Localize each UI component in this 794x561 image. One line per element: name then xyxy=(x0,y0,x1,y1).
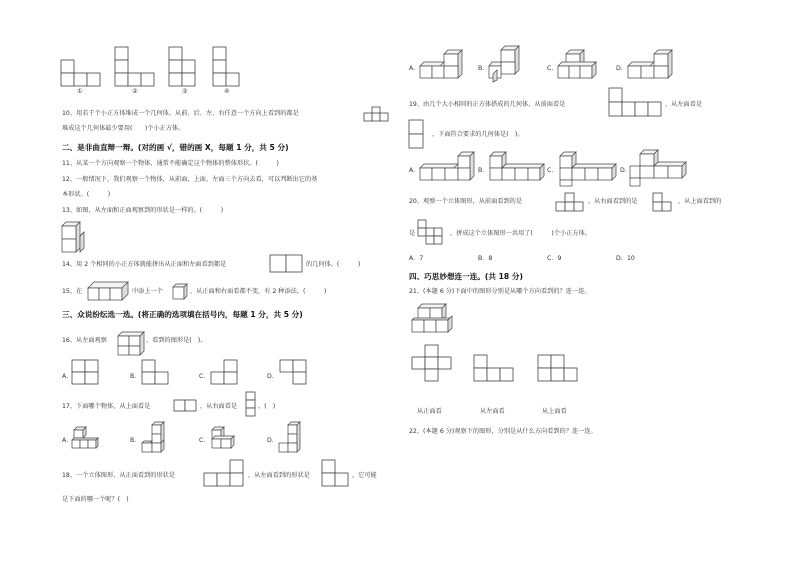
q16-opt-c-figure[interactable] xyxy=(211,360,241,386)
q19-opt-c-label[interactable]: C. xyxy=(547,167,554,174)
q19-text-c: ，下面符合要求的几何体是( )。 xyxy=(432,131,524,138)
section-3-title: 三、众说纷纭选一选。(将正确的选项填在括号内，每题 1 分，共 5 分) xyxy=(62,310,303,319)
q19-opt-a-figure[interactable] xyxy=(418,150,478,186)
q20-text-b: ，从右面看到的是 xyxy=(588,198,638,205)
q9-label-2: ② xyxy=(132,88,138,95)
q18-opt-b-label[interactable]: B. xyxy=(478,65,485,72)
q20-text-d: 是 xyxy=(409,230,416,237)
q18-text-b: ，从左面看到的形状是 xyxy=(248,472,310,479)
q19-opt-b-label[interactable]: B. xyxy=(478,167,485,174)
q20-opt-a[interactable]: A．7 xyxy=(409,255,424,262)
q10-view-figure xyxy=(364,107,390,121)
q19-opt-d-label[interactable]: D. xyxy=(620,167,627,174)
q18-opt-c-label[interactable]: C. xyxy=(547,65,554,72)
q15-text-b: 中添上一个 xyxy=(132,288,163,295)
q12-line1: 12、一般情况下，我们观察一个物体，从前面、上面、左面三个方向去看，可以判断出它的基 xyxy=(62,176,318,183)
q18-opt-b-figure[interactable] xyxy=(487,44,527,84)
q17-opt-c-label[interactable]: C. xyxy=(199,437,206,444)
q20-opt-d[interactable]: D．10 xyxy=(616,255,635,262)
q18-front-view-figure xyxy=(204,460,248,488)
q16-opt-b-label[interactable]: B. xyxy=(130,373,137,380)
q15-text-a: 15、在 xyxy=(62,288,83,295)
q20-right-view-figure xyxy=(653,193,677,213)
q21-view-shape-3[interactable] xyxy=(538,354,582,384)
q14-text-a: 14、用 2 个相同的小正方体就能拼出从正面和左面看到都是 xyxy=(62,261,227,268)
q20-opt-b[interactable]: B．8 xyxy=(478,255,493,262)
q16-opt-d-label[interactable]: D. xyxy=(267,373,274,380)
q16-opt-b-figure[interactable] xyxy=(142,360,172,386)
q17-opt-b-figure[interactable] xyxy=(140,422,172,456)
q18-opt-a-figure[interactable] xyxy=(418,46,468,82)
q19-text-a: 19、由几个大小相同的正方体搭成的几何体，从前面看是 xyxy=(409,101,566,108)
q20-top-view-figure xyxy=(418,220,448,248)
q16-text-a: 16、从左面观察 xyxy=(62,337,107,344)
q16-text-b: ，看到的图形是( )。 xyxy=(146,337,207,344)
q19-opt-c-figure[interactable] xyxy=(558,150,620,188)
q18-text-c: ，它可能 xyxy=(352,472,377,479)
q19-left-view-figure xyxy=(409,120,429,152)
q17-opt-c-figure[interactable] xyxy=(208,424,240,456)
q13-text: 13、如图，从左面和正面观察到的形状是一样的。( ) xyxy=(62,207,224,214)
q11-text: 11、从某一个方向观察一个物体，通常不能确定这个物体的整体形状。( ) xyxy=(62,160,279,167)
q9-label-3: ③ xyxy=(182,88,188,95)
q18-opt-d-figure[interactable] xyxy=(626,46,676,82)
q21-view-shape-2[interactable] xyxy=(474,354,518,384)
q20-text-a: 20、观察一个立体图形，从前面看到的是 xyxy=(409,198,523,205)
q15-cube-row-figure xyxy=(86,280,132,304)
q19-front-view-figure xyxy=(609,88,665,120)
q17-opt-a-figure[interactable] xyxy=(70,424,102,456)
q9-label-1: ① xyxy=(77,88,83,95)
q17-opt-a-label[interactable]: A. xyxy=(62,437,69,444)
q18-opt-a-label[interactable]: A. xyxy=(409,65,416,72)
q17-text-c: 。( ) xyxy=(258,403,276,410)
q14-view-figure xyxy=(270,255,304,273)
q15-text-c: ，从正面和右面看都不变，有 2 种添法。( ) xyxy=(190,288,327,295)
q13-cube-figure xyxy=(60,220,100,252)
q18-opt-d-label[interactable]: D. xyxy=(616,65,623,72)
q9-label-4: ④ xyxy=(224,88,230,95)
q10-line2: 堆成这个几何体最少要用( )个小正方体。 xyxy=(62,125,185,132)
q14-text-b: 的几何体。( ) xyxy=(306,261,361,268)
q10-line1: 10、用若干个小正方体堆成一个几何体，从前、后、左、右任意一个方向上看到的都是 xyxy=(62,110,299,117)
q21-label-top[interactable]: 从上面看 xyxy=(542,408,567,415)
q17-opt-d-label[interactable]: D. xyxy=(267,437,274,444)
q21-text: 21、(本题 6 分)下面中的图形分别是从哪个方向看到的？连一连。 xyxy=(409,288,591,295)
q12-line2: 本形状。( ) xyxy=(62,191,111,198)
q16-opt-c-label[interactable]: C. xyxy=(199,373,206,380)
q22-text: 22、(本题 6 分)观察下的图形，分别是从什么方向看到的？连一连。 xyxy=(409,428,597,435)
section-4-title: 四、巧思妙想连一连。(共 18 分) xyxy=(409,272,523,281)
q18-text-a: 18、一个立体图形，从正面看到的形状是 xyxy=(62,472,176,479)
q17-opt-d-figure[interactable] xyxy=(278,422,310,456)
q19-opt-b-figure[interactable] xyxy=(488,150,548,186)
q15-single-cube-icon xyxy=(172,283,190,301)
q19-opt-d-figure[interactable] xyxy=(628,148,690,188)
section-2-title: 二、是非曲直辩一辩。(对的画 √，错的画 X，每题 1 分，共 5 分) xyxy=(62,143,289,152)
q18-text-d: 是下面的哪一个呢？( ) xyxy=(62,496,129,503)
q21-label-left[interactable]: 从左面看 xyxy=(480,408,505,415)
q16-opt-d-figure[interactable] xyxy=(280,360,310,386)
q16-opt-a-figure[interactable] xyxy=(72,360,102,386)
q17-opt-b-label[interactable]: B. xyxy=(130,437,137,444)
q18-left-view-figure xyxy=(322,460,352,488)
q17-text-b: ，从右面看是 xyxy=(200,403,238,410)
q18-opt-c-figure[interactable] xyxy=(556,46,600,82)
q20-text-e: ，拼成这个立体图形一共用了( )个小正方体。 xyxy=(450,230,591,237)
q20-text-c: ，从上面看到的 xyxy=(678,198,722,205)
q21-view-shape-1[interactable] xyxy=(412,344,454,384)
q20-front-view-figure xyxy=(556,193,586,213)
q21-label-front[interactable]: 从正面看 xyxy=(417,408,442,415)
q19-text-b: ，从左面看是 xyxy=(665,101,703,108)
q17-top-view-figure xyxy=(174,398,198,414)
q16-object-figure xyxy=(116,330,148,356)
q16-opt-a-label[interactable]: A. xyxy=(62,373,69,380)
q21-solid-figure xyxy=(410,300,460,340)
q19-opt-a-label[interactable]: A. xyxy=(409,167,416,174)
q20-opt-c[interactable]: C．9 xyxy=(547,255,562,262)
q9-view-figures xyxy=(55,40,245,100)
q17-text-a: 17、下面哪个物体，从上面看是 xyxy=(62,403,151,410)
